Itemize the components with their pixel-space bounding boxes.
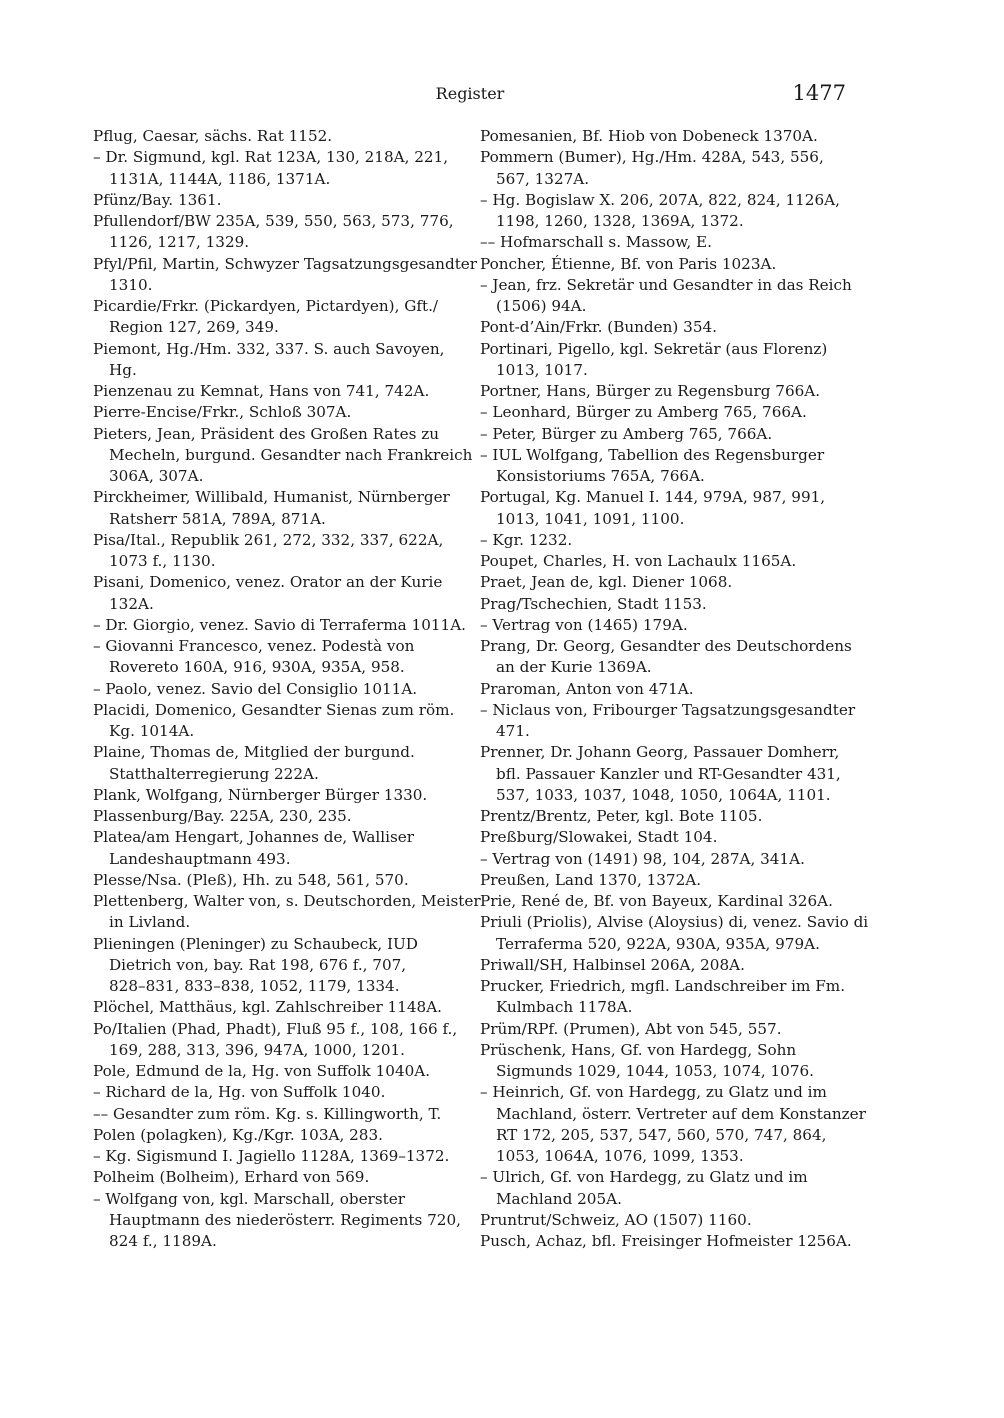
index-entry: Pisa/Ital., Republik 261, 272, 332, 337, 622A, [93,530,444,549]
index-entry: – Vertrag von (1465) 179A. [480,615,688,634]
index-entry-continuation: 824 f., 1189A. [109,1232,217,1250]
index-entry: Poupet, Charles, H. von Lachaulx 1165A. [480,552,797,570]
index-entry-continuation: 169, 288, 313, 396, 947A, 1000, 1201. [109,1040,405,1059]
index-entry: Plank, Wolfgang, Nürnberger Bürger 1330. [93,785,428,804]
index-entry: Piemont, Hg./Hm. 332, 337. S. auch Savoyen, [93,339,445,358]
index-entry-continuation: 1131A, 1144A, 1186, 1371A. [109,169,331,188]
index-entry: Portugal, Kg. Manuel I. 144, 979A, 987, 991, [480,488,826,507]
index-entry: Portner, Hans, Bürger zu Regensburg 766A. [480,382,821,400]
index-entry-continuation: 1013, 1041, 1091, 1100. [496,509,685,528]
index-entry: Plieningen (Pleninger) zu Schaubeck, IUD [93,934,418,953]
index-entry: Pieters, Jean, Präsident des Großen Rates zu [93,424,439,443]
index-entry: Pruntrut/Schweiz, AO (1507) 1160. [480,1210,752,1229]
index-entry-continuation: 306A, 307A. [109,467,204,485]
index-entry-continuation: 1126, 1217, 1329. [109,233,250,252]
index-entry-continuation: Region 127, 269, 349. [109,318,279,337]
index-entry-continuation: 1198, 1260, 1328, 1369A, 1372. [496,212,744,230]
index-entry: Praet, Jean de, kgl. Diener 1068. [480,573,733,592]
index-entry: –– Hofmarschall s. Massow, E. [480,233,712,252]
index-entry-continuation: (1506) 94A. [496,297,587,315]
index-entry: Prucker, Friedrich, mgfl. Landschreiber im Fm. [480,977,846,995]
index-entry: Pierre-Encise/Frkr., Schloß 307A. [93,403,352,422]
index-entry: Prenner, Dr. Johann Georg, Passauer Domherr, [480,743,840,762]
index-entry: – Richard de la, Hg. von Suffolk 1040. [93,1083,386,1102]
index-entry: – IUL Wolfgang, Tabellion des Regensburger [480,445,825,464]
index-entry-continuation: Landeshauptmann 493. [109,849,291,868]
index-entry-continuation: Hauptmann des niederösterr. Regiments 720, [109,1210,461,1229]
index-entry: – Heinrich, Gf. von Hardegg, zu Glatz und im [480,1083,827,1102]
index-entry: – Leonhard, Bürger zu Amberg 765, 766A. [480,403,807,422]
index-entry-continuation: RT 172, 205, 537, 547, 560, 570, 747, 864, [496,1125,827,1144]
index-entry: Prang, Dr. Georg, Gesandter des Deutschordens [480,637,852,655]
index-entry: – Paolo, venez. Savio del Consiglio 1011A. [93,679,418,698]
index-entry-continuation: Dietrich von, bay. Rat 198, 676 f., 707, [109,955,407,974]
index-entry: – Wolfgang von, kgl. Marschall, oberster [93,1189,405,1208]
index-entry: – Giovanni Francesco, venez. Podestà von [93,637,415,655]
index-entry: – Jean, frz. Sekretär und Gesandter in das Reich [480,275,852,294]
index-entry: Pommern (Bumer), Hg./Hm. 428A, 543, 556, [480,148,824,167]
index-entry-continuation: 537, 1033, 1037, 1048, 1050, 1064A, 1101. [496,785,831,804]
index-entry: Pflug, Caesar, sächs. Rat 1152. [93,127,333,145]
index-entry-continuation: Hg. [109,360,137,379]
index-entry-continuation: bfl. Passauer Kanzler und RT-Gesandter 431, [496,764,841,783]
index-entry: Priwall/SH, Halbinsel 206A, 208A. [480,955,745,974]
index-entry-continuation: an der Kurie 1369A. [496,658,652,677]
index-entry-continuation: Sigmunds 1029, 1044, 1053, 1074, 1076. [496,1062,814,1080]
index-entry: Picardie/Frkr. (Pickardyen, Pictardyen), Gft./ [93,297,439,315]
index-entry-continuation: 1053, 1064A, 1076, 1099, 1353. [496,1147,744,1165]
index-entry-continuation: Kulmbach 1178A. [496,998,633,1017]
index-entry: – Ulrich, Gf. von Hardegg, zu Glatz und im [480,1168,808,1187]
index-entry-continuation: 567, 1327A. [496,169,590,188]
index-entry: Poncher, Étienne, Bf. von Paris 1023A. [480,254,777,273]
index-entry: Priuli (Priolis), Alvise (Aloysius) di, venez. Savio di [480,913,869,932]
index-entry: Prie, René de, Bf. von Bayeux, Kardinal 326A. [480,892,833,910]
index-entry: Pfyl/Pfil, Martin, Schwyzer Tagsatzungsgesandter [93,254,478,273]
index-entry: Pienzenau zu Kemnat, Hans von 741, 742A. [93,382,430,400]
index-entry-continuation: Machland, österr. Vertreter auf dem Konstanzer [496,1104,866,1123]
index-entry-continuation: Terraferma 520, 922A, 930A, 935A, 979A. [496,934,820,953]
index-entry: Po/Italien (Phad, Phadt), Fluß 95 f., 108, 166 f., [93,1019,458,1038]
index-entry-continuation: 1310. [109,275,153,294]
index-entry-continuation: in Livland. [109,913,191,932]
index-entry: Pomesanien, Bf. Hiob von Dobeneck 1370A. [480,127,818,145]
index-entry: Platea/am Hengart, Johannes de, Walliser [93,828,415,847]
index-entry: Pfünz/Bay. 1361. [93,190,222,209]
index-entry: – Hg. Bogislaw X. 206, 207A, 822, 824, 1126A, [480,190,840,209]
index-entry: – Peter, Bürger zu Amberg 765, 766A. [480,424,773,443]
index-entry: Prag/Tschechien, Stadt 1153. [480,594,707,613]
index-entry-continuation: Rovereto 160A, 916, 930A, 935A, 958. [109,658,405,677]
index-entry-continuation: Machland 205A. [496,1189,622,1208]
index-entry: Polen (polagken), Kg./Kgr. 103A, 283. [93,1125,383,1144]
index-entry: Pont-d’Ain/Frkr. (Bunden) 354. [480,318,717,337]
index-entry: Pirckheimer, Willibald, Humanist, Nürnberger [93,488,450,507]
index-entry: Pfullendorf/BW 235A, 539, 550, 563, 573, 776, [93,212,454,230]
index-entry: Prentz/Brentz, Peter, kgl. Bote 1105. [480,807,763,825]
index-entry-continuation: Kg. 1014A. [109,722,195,740]
index-entry-continuation: Ratsherr 581A, 789A, 871A. [109,509,326,528]
index-entry: Plaine, Thomas de, Mitglied der burgund. [93,743,415,762]
index-entry: Preußen, Land 1370, 1372A. [480,870,702,889]
index-entry: Plöchel, Matthäus, kgl. Zahlschreiber 1148A. [93,998,443,1017]
index-entry: – Kgr. 1232. [480,530,573,549]
running-header: Register [435,84,505,103]
index-entry: Plesse/Nsa. (Pleß), Hh. zu 548, 561, 570. [93,870,409,889]
index-entry: Praroman, Anton von 471A. [480,679,694,698]
index-entry: –– Gesandter zum röm. Kg. s. Killingworth, T. [93,1104,442,1123]
index-column-right [480,126,869,1252]
index-entry: – Niclaus von, Fribourger Tagsatzungsgesandter [480,700,856,719]
index-entry: Pisani, Domenico, venez. Orator an der Kurie [93,573,443,592]
index-entry-continuation: 1013, 1017. [496,360,588,379]
index-entry-continuation: Statthalterregierung 222A. [109,764,319,783]
index-entry: Prüm/RPf. (Prumen), Abt von 545, 557. [480,1019,782,1038]
index-entry: Plettenberg, Walter von, s. Deutschorden, Meister [93,892,481,910]
index-entry: Portinari, Pigello, kgl. Sekretär (aus Florenz) [480,339,828,358]
index-entry: Plassenburg/Bay. 225A, 230, 235. [93,807,352,825]
index-entry-continuation: 1073 f., 1130. [109,552,216,570]
index-entry: Placidi, Domenico, Gesandter Sienas zum röm. [93,700,455,719]
index-column-left [93,126,481,1252]
index-entry: Polheim (Bolheim), Erhard von 569. [93,1168,370,1187]
index-entry-continuation: 828–831, 833–838, 1052, 1179, 1334. [109,977,400,995]
index-entry: Preßburg/Slowakei, Stadt 104. [480,828,718,847]
index-entry-continuation: Konsistoriums 765A, 766A. [496,467,705,485]
page-number: 1477 [792,81,846,105]
index-entry: Pole, Edmund de la, Hg. von Suffolk 1040A. [93,1062,431,1080]
index-entry: Prüschenk, Hans, Gf. von Hardegg, Sohn [480,1040,797,1059]
index-entry-continuation: 132A. [109,594,154,613]
index-entry-continuation: Mecheln, burgund. Gesandter nach Frankreich [109,445,473,464]
index-entry: – Dr. Giorgio, venez. Savio di Terraferma 1011A. [93,615,466,634]
index-entry: – Kg. Sigismund I. Jagiello 1128A, 1369–1372. [93,1147,450,1165]
index-entry: Pusch, Achaz, bfl. Freisinger Hofmeister 1256A. [480,1232,852,1250]
index-entry-continuation: 471. [496,722,530,740]
index-entry: – Vertrag von (1491) 98, 104, 287A, 341A. [480,849,805,868]
index-entry: – Dr. Sigmund, kgl. Rat 123A, 130, 218A, 221, [93,148,449,167]
